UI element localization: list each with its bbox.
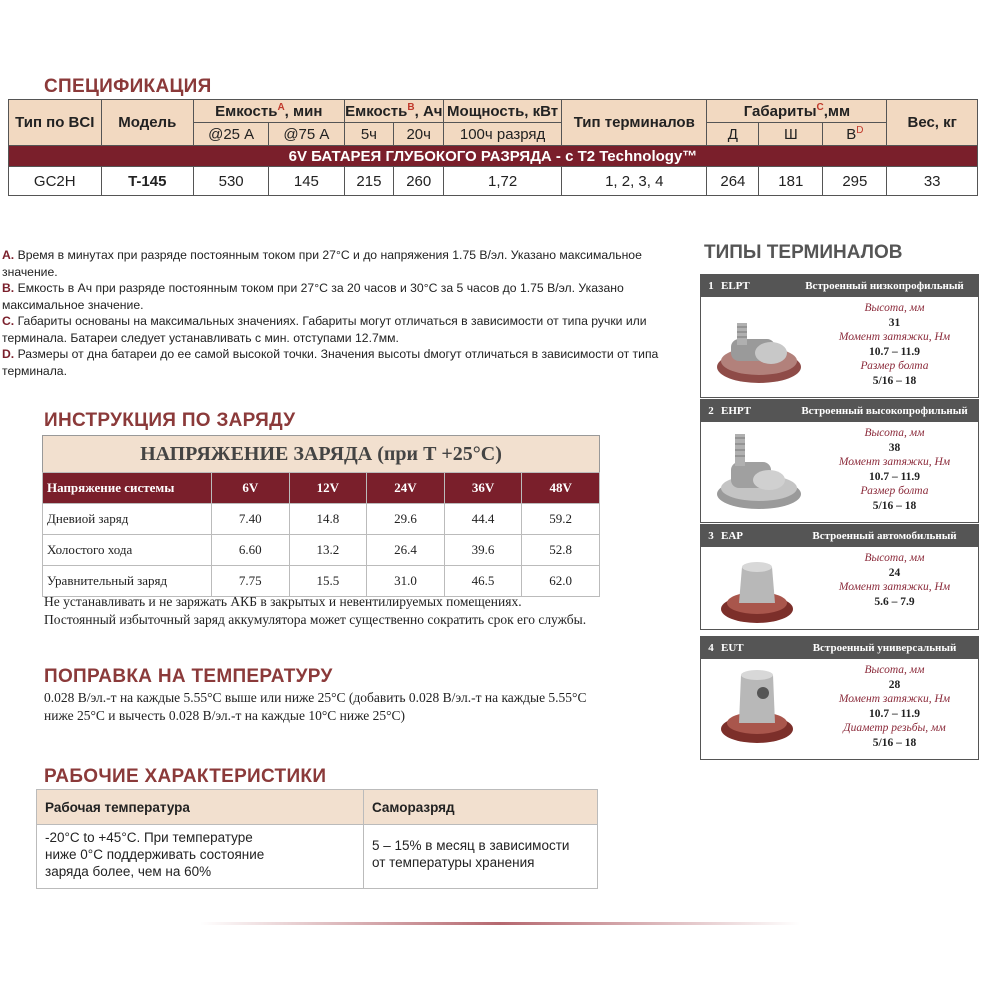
eap-terminal-icon	[717, 553, 797, 629]
spec-table	[8, 99, 978, 196]
charge-table	[42, 435, 600, 597]
temp-text	[44, 689, 684, 725]
cell-value: 13.2	[289, 535, 367, 566]
table-row	[43, 504, 600, 535]
warning-overcharge: Постоянный избыточный заряд аккумулятора может существенно сократить срок его службы.	[44, 612, 587, 627]
cell-cap-5h: 215	[344, 167, 394, 196]
sub-length: Д	[707, 123, 759, 146]
cell-cap-25a: 530	[194, 167, 269, 196]
warning-ventilation: Не устанавливать и не заряжать АКБ в закрытых и невентилируемых помещениях.	[44, 594, 522, 609]
charge-warnings	[44, 593, 664, 629]
ops-selfdischarge-value: 5 – 15% в месяц в зависимости от температуры хранения	[364, 825, 598, 889]
cell-weight: 33	[887, 167, 978, 196]
note-b: B. Емкость в Ач при разряде постоянным током при 27°С за 20 часов и 30°С за 5 часов до 1.75 В/эл. Указано максимальное значение.	[2, 281, 624, 312]
cell-value: 14.8	[289, 504, 367, 535]
charge-header: 24V	[367, 473, 445, 504]
cell-value: 52.8	[522, 535, 600, 566]
temp-title: ПОПРАВКА НА ТЕМПЕРАТУРУ	[44, 666, 333, 687]
footer-divider	[200, 922, 800, 925]
terminal-header: 1 ELPT Встроенный низкопрофильный	[701, 275, 978, 297]
sub-20h: 20ч	[394, 123, 444, 146]
table-row	[43, 566, 600, 597]
cell-value: 7.75	[212, 566, 290, 597]
terminal-header: 4 EUT Встроенный универсальный	[701, 637, 978, 659]
charge-header: 6V	[212, 473, 290, 504]
eut-terminal-icon	[717, 665, 797, 751]
cell-length: 264	[707, 167, 759, 196]
cell-value: 62.0	[522, 566, 600, 597]
footnotes	[2, 247, 662, 379]
cell-value: 44.4	[444, 504, 522, 535]
terminal-card-eut	[700, 636, 979, 760]
charge-title: ИНСТРУКЦИЯ ПО ЗАРЯДУ	[44, 410, 296, 431]
ops-title: РАБОЧИЕ ХАРАКТЕРИСТИКИ	[44, 766, 327, 787]
terminal-specs: Высота, мм 24 Момент затяжки, Нм 5.6 – 7.9	[838, 552, 951, 608]
terminal-specs: Высота, мм 31 Момент затяжки, Нм 10.7 – 11.9 Размер болта 5/16 – 18	[838, 302, 951, 387]
ops-header-temp: Рабочая температура	[37, 790, 364, 825]
cell-type: GC2H	[9, 167, 102, 196]
cell-value: 15.5	[289, 566, 367, 597]
cell-cap-75a: 145	[269, 167, 344, 196]
sub-height: $В^D$	[823, 123, 887, 146]
charge-header: Напряжение системы	[43, 473, 212, 504]
row-label: Дневиой заряд	[43, 504, 212, 535]
header-capacity-min: Емкость$^A$, мин	[194, 100, 344, 123]
terminal-card-eap	[700, 524, 979, 630]
terminal-card-ehpt	[700, 399, 979, 523]
temp-line: 0.028 В/эл.-т на каждые 5.55°С выше или ниже 25°С (добавить 0.028 В/эл.-т на каждые 5.55°С	[44, 690, 587, 705]
cell-width: 181	[759, 167, 823, 196]
cell-value: 29.6	[367, 504, 445, 535]
sub-25a: @25 А	[194, 123, 269, 146]
ops-table	[36, 789, 598, 889]
sub-100h: 100ч разряд	[444, 123, 562, 146]
cell-value: 7.40	[212, 504, 290, 535]
charge-header: 12V	[289, 473, 367, 504]
table-row	[43, 535, 600, 566]
cell-value: 46.5	[444, 566, 522, 597]
header-power: Мощность, кВт	[444, 100, 562, 123]
note-a: A. Время в минутах при разряде постоянным током при 27°С и до напряжения 1.75 В/эл. Указано максимальное значение.	[2, 248, 642, 279]
cell-value: 59.2	[522, 504, 600, 535]
sub-75a: @75 А	[269, 123, 344, 146]
header-model: Модель	[101, 100, 194, 146]
cell-value: 6.60	[212, 535, 290, 566]
terminal-header: 2 EHPT Встроенный высокопрофильный	[701, 400, 978, 422]
temp-line: ниже 25°С и вычесть 0.028 В/эл.-т на каждые 10°С ниже 25°С)	[44, 708, 405, 723]
header-bci-type: Тип по BCI	[9, 100, 102, 146]
charge-caption: НАПРЯЖЕНИЕ ЗАРЯДА (при Т +25°С)	[43, 436, 600, 473]
header-terminals: Тип терминалов	[562, 100, 707, 146]
cell-value: 26.4	[367, 535, 445, 566]
cell-height: 295	[823, 167, 887, 196]
header-capacity-ah: Емкость$^B$, Ач	[344, 100, 444, 123]
row-label: Уравнительный заряд	[43, 566, 212, 597]
cell-value: 39.6	[444, 535, 522, 566]
elpt-terminal-icon	[707, 309, 807, 389]
cell-terminals: 1, 2, 3, 4	[562, 167, 707, 196]
battery-type-band: 6V БАТАРЕЯ ГЛУБОКОГО РАЗРЯДА - с T2 Technology™	[9, 146, 978, 167]
cell-value: 31.0	[367, 566, 445, 597]
cell-cap-20h: 260	[394, 167, 444, 196]
ops-header-selfdischarge: Саморазряд	[364, 790, 598, 825]
cell-model: T-145	[101, 167, 194, 196]
terminals-title: ТИПЫ ТЕРМИНАЛОВ	[704, 242, 903, 263]
ops-temp-value: -20°C to +45°C. При температуре ниже 0°С поддерживать состояние заряда более, чем на 60%	[37, 825, 364, 889]
row-label: Холостого хода	[43, 535, 212, 566]
charge-header: 48V	[522, 473, 600, 504]
terminal-header: 3 EAP Встроенный автомобильный	[701, 525, 978, 547]
cell-power: 1,72	[444, 167, 562, 196]
header-weight: Вес, кг	[887, 100, 978, 146]
terminal-specs: Высота, мм 38 Момент затяжки, Нм 10.7 – 11.9 Размер болта 5/16 – 18	[838, 427, 951, 512]
spec-title: СПЕЦИФИКАЦИЯ	[44, 76, 212, 97]
charge-header: 36V	[444, 473, 522, 504]
note-c: C. Габариты основаны на максимальных значениях. Габариты могут отличаться в зависимости от типа ручки или терминала. Батареи следует устанавливать с мин. отступами 12.7мм.	[2, 314, 647, 345]
ehpt-terminal-icon	[707, 426, 807, 516]
note-d: D. Размеры от дна батареи до ее самой высокой точки. Значения высоты dмогут отличаться в зависимости от типа терминала.	[2, 347, 659, 378]
terminal-card-elpt	[700, 274, 979, 398]
header-dimensions: Габариты$^C$,мм	[707, 100, 887, 123]
terminal-specs: Высота, мм 28 Момент затяжки, Нм 10.7 – 11.9 Диаметр резьбы, мм 5/16 – 18	[838, 664, 951, 749]
sub-width: Ш	[759, 123, 823, 146]
sub-5h: 5ч	[344, 123, 394, 146]
